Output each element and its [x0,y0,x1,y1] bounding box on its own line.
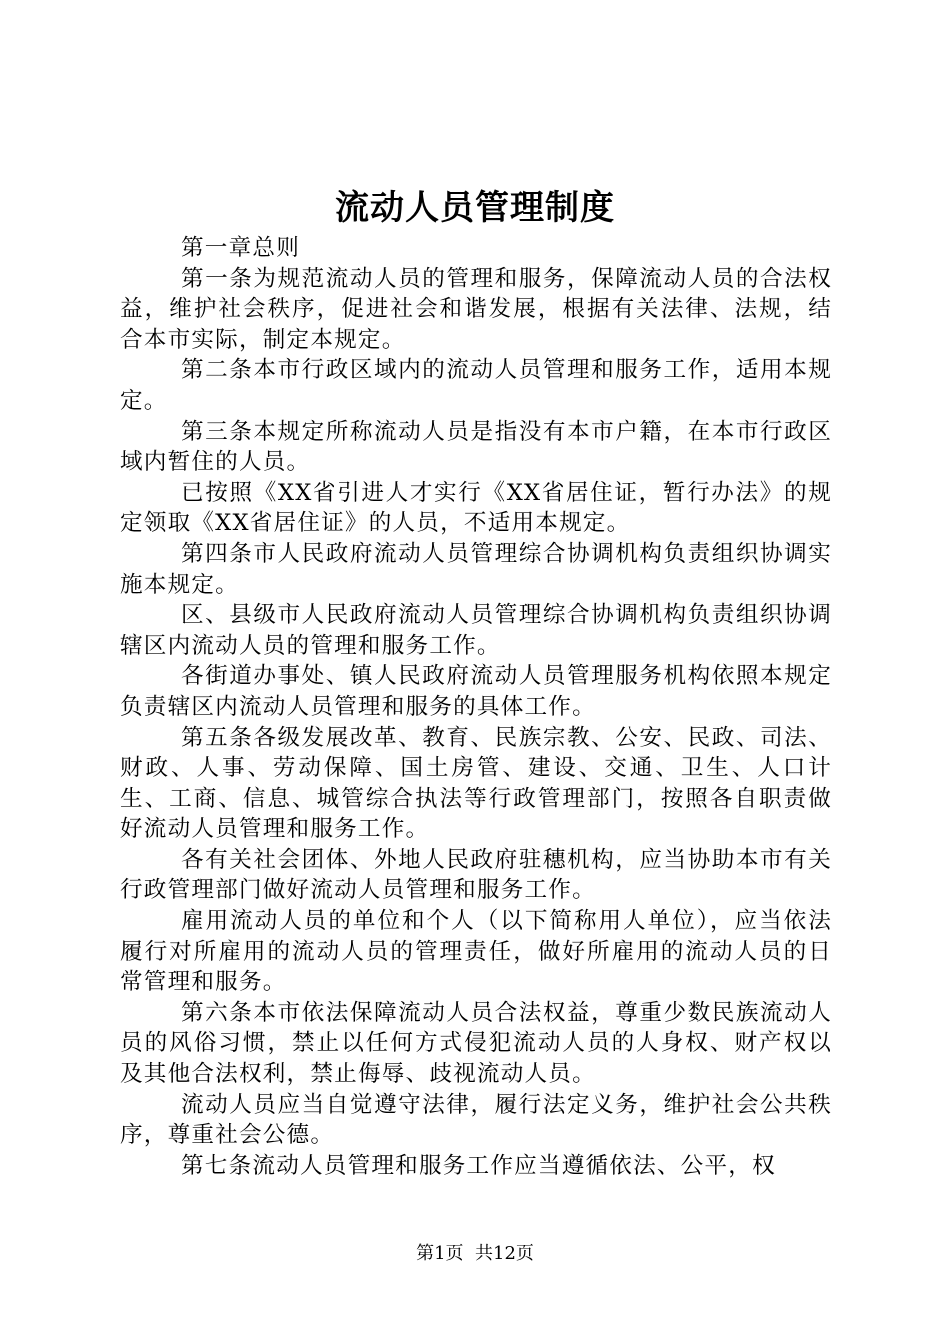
paragraph: 第四条市人民政府流动人员管理综合协调机构负责组织协调实施本规定。 [120,540,832,598]
paragraph: 区、县级市人民政府流动人员管理综合协调机构负责组织协调辖区内流动人员的管理和服务工作。 [120,602,832,659]
paragraph: 第一条为规范流动人员的管理和服务，保障流动人员的合法权益，维护社会秩序，促进社会和谐发展，根据有关法律、法规，结合本市实际，制定本规定。 [120,265,832,353]
document-title: 流动人员管理制度 [335,188,615,228]
page-number-footer: 第1页 共12页 [416,1243,534,1264]
paragraph: 雇用流动人员的单位和个人（以下简称用人单位），应当依法履行对所雇用的流动人员的管理责任，做好所雇用的流动人员的日常管理和服务。 [120,908,832,996]
paragraph: 第七条流动人员管理和服务工作应当遵循依法、公平，权 [181,1152,776,1179]
paragraph: 各街道办事处、镇人民政府流动人员管理服务机构依照本规定负责辖区内流动人员管理和服务的具体工作。 [120,663,832,720]
document-body [120,233,832,1181]
paragraph: 第二条本市行政区域内的流动人员管理和服务工作，适用本规定。 [120,357,832,414]
paragraph: 各有关社会团体、外地人民政府驻穗机构，应当协助本市有关行政管理部门做好流动人员管理和服务工作。 [120,846,832,904]
paragraph: 流动人员应当自觉遵守法律，履行法定义务，维护社会公共秩序，尊重社会公德。 [120,1091,832,1149]
paragraph: 第六条本市依法保障流动人员合法权益，尊重少数民族流动人员的风俗习惯，禁止以任何方式侵犯流动人员的人身权、财产权以及其他合法权利，禁止侮辱、歧视流动人员。 [120,999,832,1088]
paragraph: 第三条本规定所称流动人员是指没有本市户籍，在本市行政区域内暂住的人员。 [120,418,832,476]
paragraph: 已按照《XX省引进人才实行《XX省居住证，暂行办法》的规定领取《XX省居住证》的人员，不适用本规定。 [120,479,832,537]
paragraph-chapter-heading: 第一章总则 [181,235,300,261]
paragraph: 第五条各级发展改革、教育、民族宗教、公安、民政、司法、财政、人事、劳动保障、国土房管、建设、交通、卫生、人口计生、工商、信息、城管综合执法等行政管理部门，按照各自职责做好流动人员管理和服务工作。 [120,724,832,843]
